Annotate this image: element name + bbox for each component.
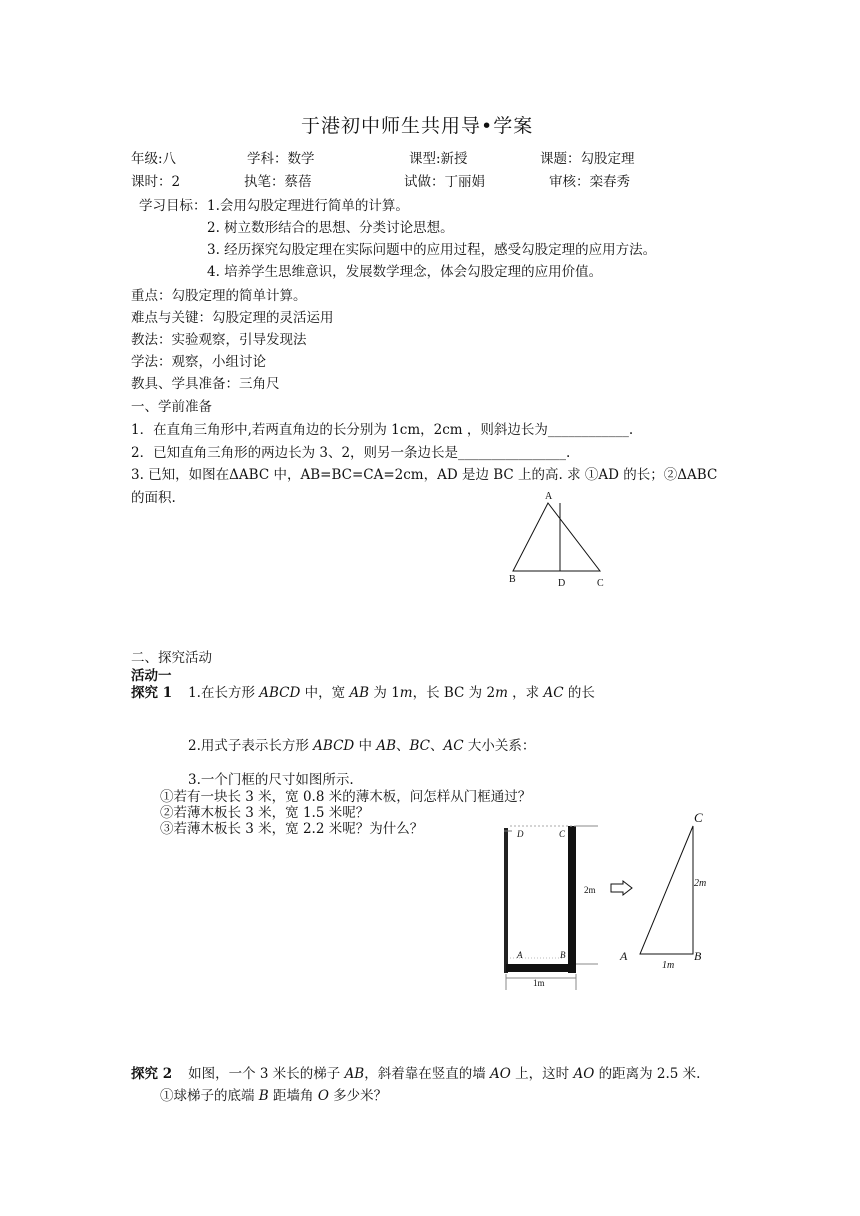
tri-width-label: 1m bbox=[662, 960, 675, 971]
door-label-b: B bbox=[560, 950, 566, 960]
door-height-label: 2m bbox=[584, 885, 596, 895]
question-3: 3. 已知，如图在ΔABC 中，AB=BC=CA=2cm，AD 是边 BC 上的高. 求 ①AD 的长；②ΔABC bbox=[131, 467, 718, 483]
door-frame-figure bbox=[500, 818, 610, 993]
explore-2-subquestion: ①球梯子的底端 B 距墙角 O 多少米？ bbox=[160, 1088, 388, 1104]
topic-label: 课题：勾股定理 bbox=[540, 151, 635, 167]
right-triangle-abc bbox=[640, 826, 693, 954]
door-label-c: C bbox=[559, 829, 566, 839]
door-label-a: A bbox=[517, 950, 523, 960]
explore-1-label: 探究 1 bbox=[131, 685, 173, 701]
grade-label: 年级:八 bbox=[131, 151, 177, 167]
question-1: 1．在直角三角形中,若两直角边的长分别为 1cm，2cm ，则斜边长为____________. bbox=[131, 422, 634, 438]
period-label: 课时：2 bbox=[131, 174, 181, 190]
author-label: 执笔：蔡蓓 bbox=[244, 174, 312, 190]
lesson-type-label: 课型:新授 bbox=[409, 151, 468, 167]
label-a: A bbox=[545, 491, 553, 502]
learning-method: 学法：观察，小组讨论 bbox=[131, 354, 266, 370]
explore-1-q2: 2.用式子表示长方形 ABCD 中 AB、BC、AC 大小关系： bbox=[188, 738, 536, 754]
objective-item: 4. 培养学生思维意识，发展数学理念，体会勾股定理的应用价值。 bbox=[207, 264, 603, 280]
reviewer-label: 审核：栾春秀 bbox=[549, 174, 630, 190]
subject-label: 学科：数学 bbox=[247, 151, 315, 167]
label-c: C bbox=[597, 578, 604, 589]
objective-item: 1.会用勾股定理进行简单的计算。 bbox=[207, 198, 409, 214]
tri-label-b: B bbox=[694, 949, 702, 963]
difficulty: 难点与关键：勾股定理的灵活运用 bbox=[131, 310, 334, 326]
explore-1-q3: 3.一个门框的尺寸如图所示. bbox=[188, 772, 354, 788]
triangle-abc bbox=[513, 503, 600, 571]
question-2: 2．已知直角三角形的两边长为 3、2，则另一条边长是________________. bbox=[131, 445, 571, 461]
tri-label-a: A bbox=[620, 949, 628, 963]
activity-heading: 活动一 bbox=[131, 668, 172, 684]
door-subquestion: ②若薄木板长 3 米，宽 1.5 米呢？ bbox=[160, 805, 370, 821]
label-b: B bbox=[509, 574, 516, 585]
section-heading: 一、学前准备 bbox=[131, 399, 212, 415]
key-point: 重点：勾股定理的简单计算。 bbox=[131, 288, 307, 304]
teaching-method: 教法：实验观察，引导发现法 bbox=[131, 332, 307, 348]
tri-height-label: 2m bbox=[694, 878, 707, 889]
door-width-label: 1m bbox=[533, 978, 545, 988]
section-heading: 二、探究活动 bbox=[131, 650, 212, 666]
tri-label-c: C bbox=[694, 810, 703, 825]
equilateral-triangle-figure bbox=[500, 488, 620, 593]
door-subquestion: ①若有一块长 3 米，宽 0.8 米的薄木板，问怎样从门框通过？ bbox=[160, 789, 532, 805]
objectives-label: 学习目标： bbox=[139, 198, 207, 214]
tester-label: 试做：丁丽娟 bbox=[404, 174, 485, 190]
page-title: 于港初中师生共用导•学案 bbox=[301, 115, 534, 137]
door-subquestion: ③若薄木板长 3 米，宽 2.2 米呢？为什么？ bbox=[160, 821, 424, 837]
right-triangle-figure bbox=[620, 808, 720, 973]
objective-item: 3. 经历探究勾股定理在实际问题中的应用过程，感受勾股定理的应用方法。 bbox=[207, 242, 657, 258]
explore-2-label: 探究 2 bbox=[131, 1066, 173, 1082]
materials: 教具、学具准备：三角尺 bbox=[131, 376, 280, 392]
objective-item: 2. 树立数形结合的思想、分类讨论思想。 bbox=[207, 220, 454, 236]
door-label-d: D bbox=[517, 829, 524, 839]
label-d: D bbox=[558, 578, 566, 589]
question-3-cont: 的面积. bbox=[131, 490, 176, 506]
explore-2-question: 探究 2 如图，一个 3 米长的梯子 AB，斜着靠在竖直的墙 AO 上，这时 AO 的距离为 2.5 米. bbox=[131, 1066, 701, 1082]
explore-1-q1: 探究 1 1.在长方形 ABCD 中，宽 AB 为 1m，长 BC 为 2m ，求 AC 的长 bbox=[131, 685, 595, 701]
